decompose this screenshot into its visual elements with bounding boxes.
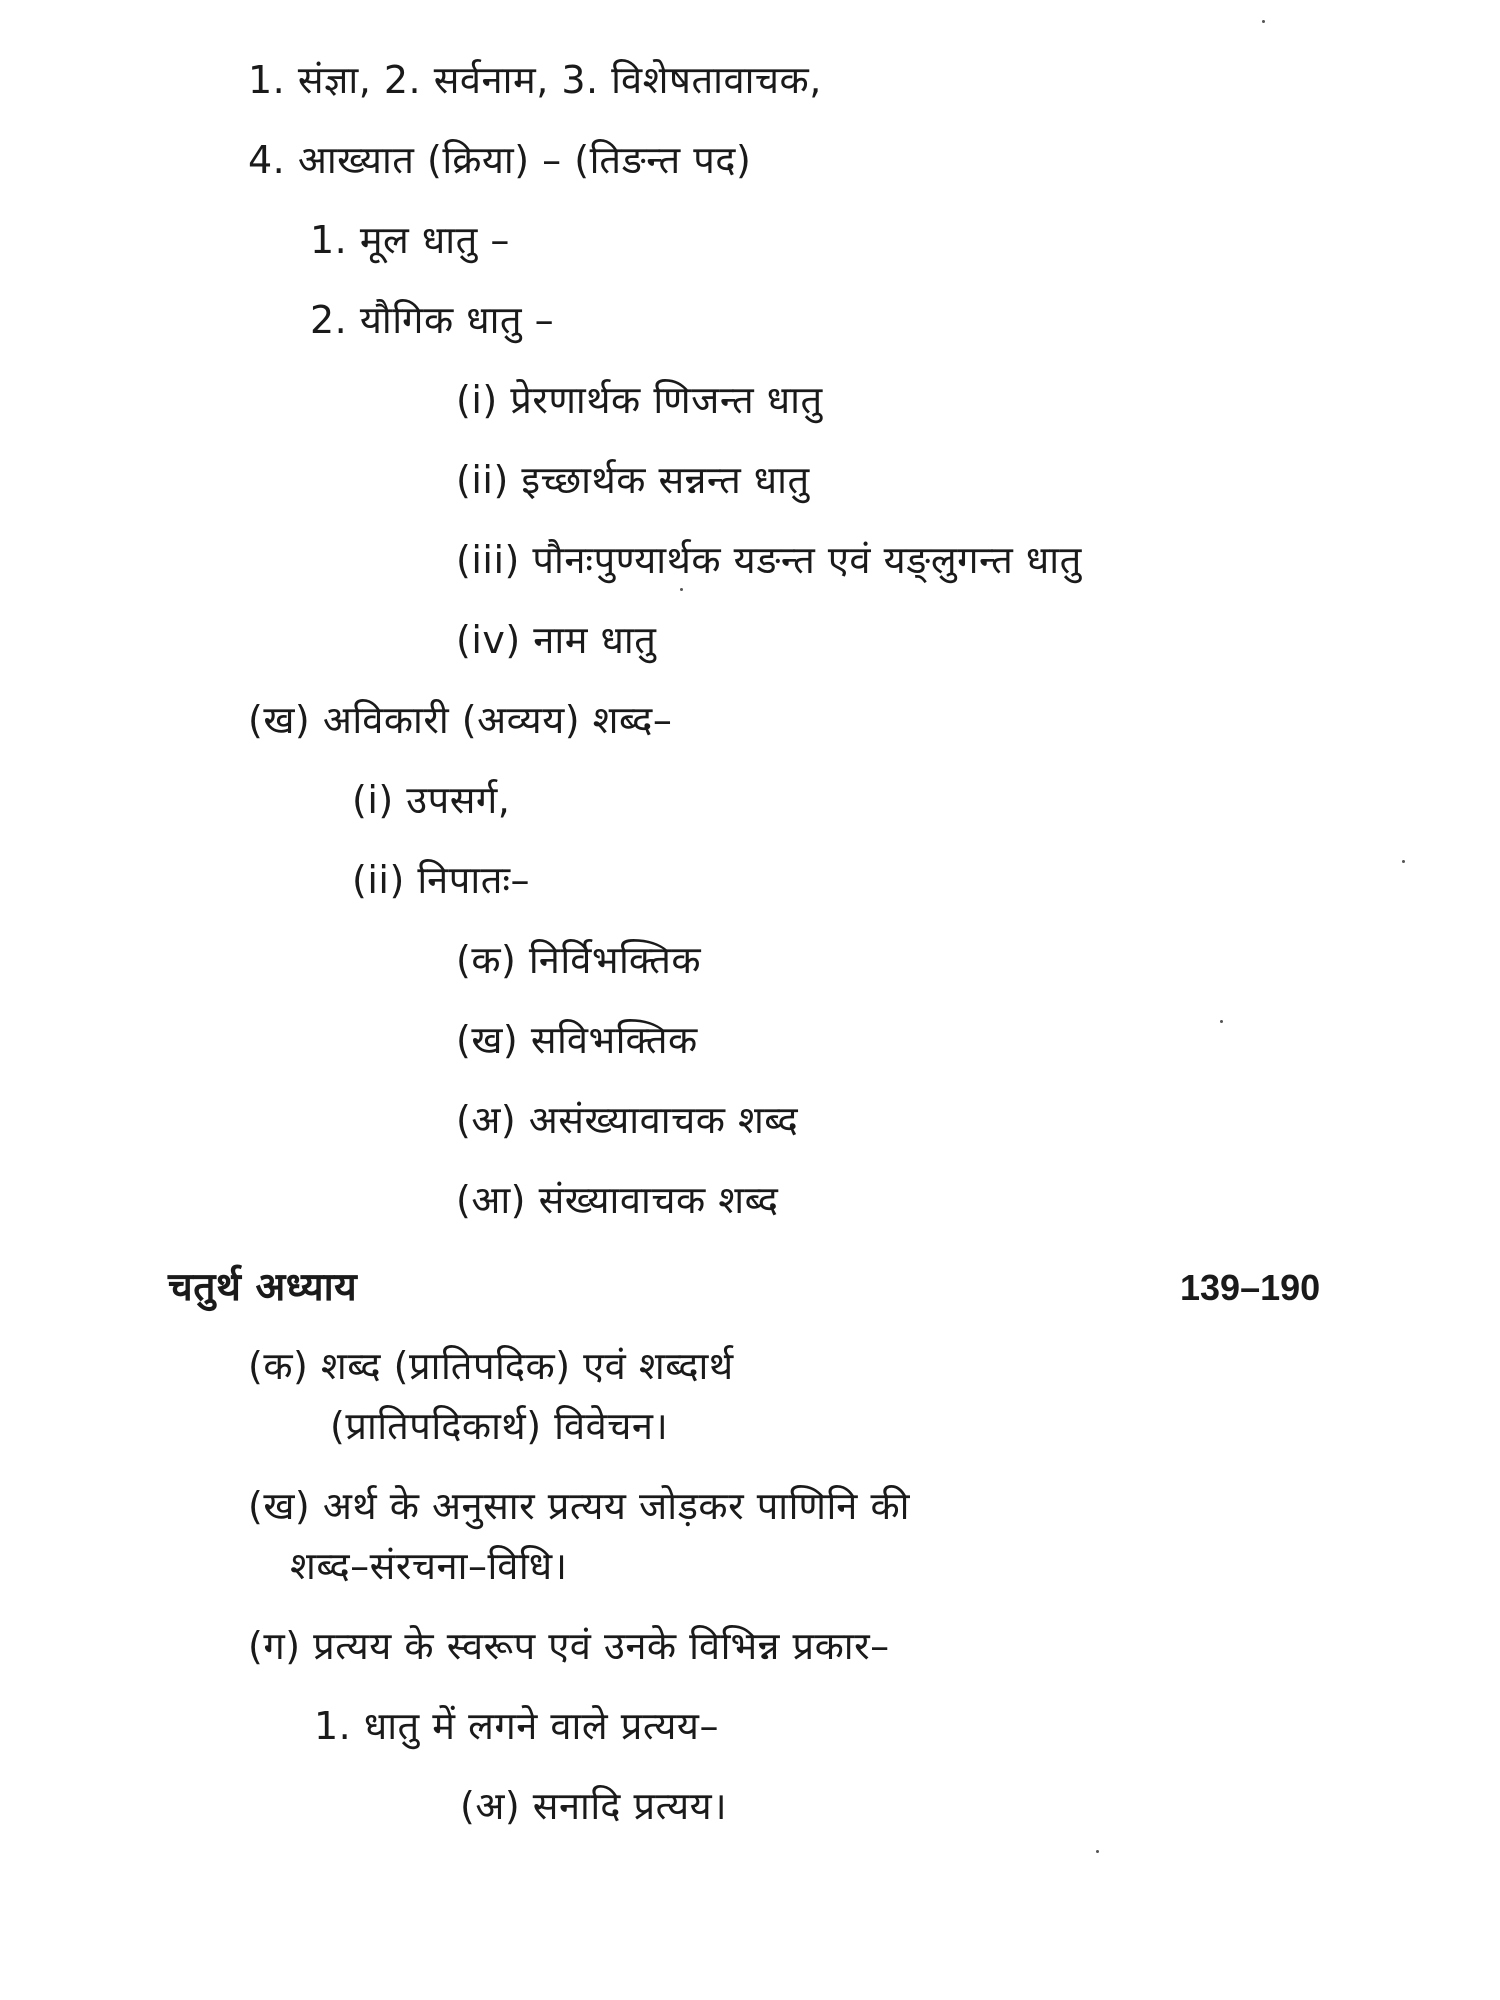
list-line-without-case: (क) निर्विभक्तिक <box>456 938 702 982</box>
list-line-causative: (i) प्रेरणार्थक णिजन्त धातु <box>456 378 823 422</box>
chapter-line-suffix-types: (ग) प्रत्यय के स्वरूप एवं उनके विभिन्न प्रकार– <box>248 1624 890 1668</box>
list-line-noun-types: 1. संज्ञा, 2. सर्वनाम, 3. विशेषतावाचक, <box>248 58 822 102</box>
list-line-desiderative: (ii) इच्छार्थक सन्नन्त धातु <box>456 458 810 502</box>
scan-speck <box>1096 1850 1099 1853</box>
chapter-page-range: 139–190 <box>1180 1267 1321 1308</box>
list-line-numeral: (आ) संख्यावाचक शब्द <box>456 1178 779 1222</box>
list-line-prefix: (i) उपसर्ग, <box>352 778 511 822</box>
list-line-root-verb: 1. मूल धातु – <box>310 218 510 262</box>
list-line-non-numeral: (अ) असंख्यावाचक शब्द <box>456 1098 799 1142</box>
list-line-verb: 4. आख्यात (क्रिया) – (तिङन्त पद) <box>248 138 752 182</box>
scan-speck <box>680 588 683 591</box>
list-line-denominative: (iv) नाम धातु <box>456 618 657 662</box>
scan-speck <box>1262 20 1265 23</box>
scan-speck <box>1402 860 1405 863</box>
list-line-indeclinable: (ख) अविकारी (अव्यय) शब्द– <box>248 698 673 742</box>
chapter-line-panini: (ख) अर्थ के अनुसार प्रत्यय जोड़कर पाणिनि की <box>248 1484 910 1528</box>
chapter-line-word-meaning-cont: (प्रातिपदिकार्थ) विवेचन। <box>330 1404 669 1448</box>
scan-speck <box>1220 1020 1223 1023</box>
chapter-title: चतुर्थ अध्याय <box>168 1265 358 1310</box>
chapter-line-word-meaning: (क) शब्द (प्रातिपदिक) एवं शब्दार्थ <box>248 1344 734 1388</box>
chapter-line-panini-cont: शब्द–संरचना–विधि। <box>290 1544 568 1588</box>
chapter-line-sanadi: (अ) सनादि प्रत्यय। <box>460 1784 728 1828</box>
list-line-with-case: (ख) सविभक्तिक <box>456 1018 698 1062</box>
chapter-line-root-suffix: 1. धातु में लगने वाले प्रत्यय– <box>314 1704 719 1748</box>
list-line-derived-verb: 2. यौगिक धातु – <box>310 298 555 342</box>
list-line-frequentative: (iii) पौनःपुण्यार्थक यङन्त एवं यङ्लुगन्त धातु <box>456 538 1082 582</box>
list-line-particle: (ii) निपातः– <box>352 858 531 902</box>
